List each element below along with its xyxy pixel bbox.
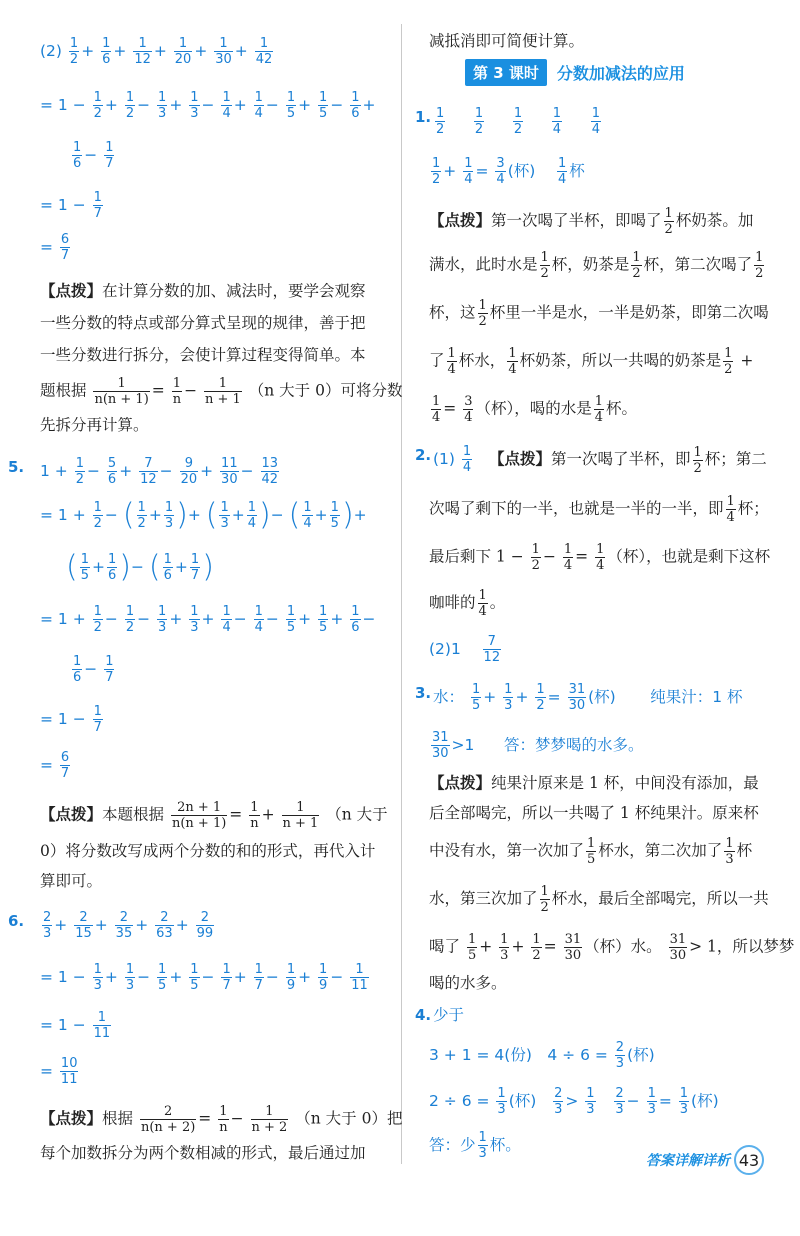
- lesson-badge: 第 3 课时: [465, 59, 547, 86]
- q4-tip-line2: 一些分数的特点或部分算式呈现的规律，善于把: [40, 314, 366, 332]
- q1-sum: $\frac{1}{2}$ + $\frac{1}{4}$ = $\frac{3}{4}$ (杯) $\frac{1}{4}$ 杯: [432, 156, 585, 187]
- answer: 少于: [433, 1006, 465, 1024]
- tip-text: 在计算分数的加、减法时，要学会观察: [102, 282, 366, 300]
- q4-tip-line5: 先拆分再计算。: [40, 416, 149, 434]
- tip-label: 【点拨】: [40, 1108, 103, 1128]
- unit: (杯): [588, 688, 616, 706]
- tip-label: 【点拨】: [40, 804, 103, 824]
- q4-tip-line4: 题根据 $\frac{1}{n(n + 1)}$ = $\frac{1}{n}$ − $\frac{1}{n + 1}$ （n 大于 0）可将分数: [40, 376, 403, 407]
- q4-tip-line1: [40, 280, 366, 302]
- tip-text: 根据: [102, 1109, 134, 1128]
- q1-tip-line2: 满水，此时水是 $\frac{1}{2}$ 杯，奶茶是 $\frac{1}{2}$ 杯，第二次喝了 $\frac{1}{2}$: [429, 250, 764, 281]
- q4-part2-expr: (2) $\frac{1}{2}$ + $\frac{1}{6}$ + $\frac{1}{12}$ + $\frac{1}{20}$ + $\frac{1}{30}$ + $\frac{1}{42}$: [40, 36, 273, 67]
- q4-step1b: $\frac{1}{6}$ − $\frac{1}{7}$: [73, 140, 114, 171]
- tip-text: 了: [429, 351, 445, 370]
- tip-text: 。: [489, 593, 506, 612]
- lesson-header: [465, 58, 685, 86]
- q1-answers: 1. $\frac{1}{2}$ $\frac{1}{2}$ $\frac{1}{2}$ $\frac{1}{4}$ $\frac{1}{4}$: [415, 106, 600, 137]
- tip-text: （n 大于: [326, 805, 388, 824]
- tip-text: 杯奶茶，所以一共喝的奶茶是: [519, 351, 722, 370]
- page-footer: [646, 1145, 764, 1175]
- tip-text: 中没有水，第一次加了: [429, 841, 585, 860]
- q6-step1: = 1 − $\frac{1}{3}$ + $\frac{1}{3}$ − $\frac{1}{5}$ + $\frac{1}{5}$ − $\frac{1}{7}$ + $\frac{1}{7}$ − $\frac{1}{9}$ + $\frac{1}{9}$ − $\frac{1}{11}$: [40, 962, 368, 993]
- tip-text: 纯果汁原来是 1 杯，中间没有添加，最: [491, 774, 759, 792]
- question-number: 3.: [415, 684, 432, 702]
- question-number: 6.: [8, 912, 25, 930]
- answer: 答：少: [429, 1136, 476, 1154]
- tip-text: 题根据: [40, 381, 87, 400]
- tip-text: （杯），也就是剩下这杯: [607, 547, 771, 566]
- q3-tip-line1: [429, 772, 759, 794]
- q6-expr: 6. $\frac{2}{3}$ + $\frac{2}{15}$ + $\frac{2}{35}$ + $\frac{2}{63}$ + $\frac{2}{99}$: [8, 910, 214, 941]
- continued-text: 减抵消即可简便计算。: [429, 32, 585, 50]
- q1-tip-line4: 了 $\frac{1}{4}$ 杯水， $\frac{1}{4}$ 杯奶茶，所以一共喝的奶茶是 $\frac{1}{2}$ +: [429, 346, 754, 377]
- answer: 答：梦梦喝的水多。: [503, 736, 644, 754]
- q5-step1: = 1 + $\frac{1}{2}$ − ( $\frac{1}{2}$ + $\frac{1}{3}$ )+ ( $\frac{1}{3}$ + $\frac{1}{4}$ )− ( $\frac{1}{4}$ + $\frac{1}{5}$ )+: [40, 497, 367, 533]
- footer-label: 答案详解详析: [646, 1153, 730, 1169]
- q5-step1b: ( $\frac{1}{5}$ + $\frac{1}{6}$ )− ( $\frac{1}{6}$ + $\frac{1}{7}$ ): [66, 549, 214, 585]
- q4-result: = $\frac{6}{7}$: [40, 232, 70, 263]
- q4-step1: = 1 − $\frac{1}{2}$ + $\frac{1}{2}$ − $\frac{1}{3}$ + $\frac{1}{3}$ − $\frac{1}{4}$ + $\frac{1}{4}$ − $\frac{1}{5}$ + $\frac{1}{5}$ − $\frac{1}{6}$ +: [40, 90, 376, 121]
- tip-text: 杯: [736, 841, 753, 860]
- unit: (杯): [508, 1092, 537, 1110]
- q3-tip-line6: 喝的水多。: [429, 974, 507, 992]
- tip-text: 杯奶茶。加: [675, 211, 754, 230]
- q4-step2: 2 ÷ 6 = $\frac{1}{3}$ (杯) $\frac{2}{3}$ > $\frac{1}{3}$ $\frac{2}{3}$ − $\frac{1}{3}$ = $\frac{1}{3}$ (杯): [429, 1086, 719, 1117]
- tip-text: 咖啡的: [429, 593, 476, 612]
- label: 纯果汁：1 杯: [650, 688, 743, 706]
- q5-tip-line2: 0）将分数改写成两个分数的和的形式，再代入计: [40, 842, 376, 860]
- column-divider: [401, 24, 402, 1164]
- q4-answer: 答：少 $\frac{1}{3}$ 杯。: [429, 1130, 521, 1161]
- part-label: (1): [433, 450, 455, 468]
- q4-tip-line3: 一些分数进行拆分，会使计算过程变得简单。本: [40, 346, 366, 364]
- tip-text: 杯，这: [429, 303, 476, 322]
- q2-part2: (2)1 $\frac{7}{12}$: [429, 634, 501, 665]
- q6-tip-line1: 【点拨】根据 $\frac{2}{n(n + 2)}$ = $\frac{1}{n}$ − $\frac{1}{n + 2}$ （n 大于 0）把: [40, 1104, 403, 1135]
- question-number: 2.: [415, 446, 432, 464]
- q5-tip-line1: 【点拨】本题根据 $\frac{2n + 1}{n(n + 1)}$ = $\frac{1}{n}$ + $\frac{1}{n + 1}$ （n 大于: [40, 800, 388, 831]
- tip-text: 杯水，第二次加了: [598, 841, 723, 860]
- tip-label: 【点拨】: [429, 773, 492, 792]
- tip-text: 喝了: [429, 937, 461, 956]
- q4-head: [415, 1004, 465, 1026]
- tip-label: 【点拨】: [429, 210, 492, 230]
- q2-tip-line3: 最后剩下 1 − $\frac{1}{2}$ − $\frac{1}{4}$ = $\frac{1}{4}$ （杯），也就是剩下这杯: [429, 542, 771, 573]
- q6-step2: = 1 − $\frac{1}{11}$: [40, 1010, 111, 1041]
- q3-water: 3. 水： $\frac{1}{5}$ + $\frac{1}{3}$ + $\frac{1}{2}$ = $\frac{31}{30}$ (杯) 纯果汁：1 杯: [415, 682, 743, 713]
- unit: (杯): [507, 162, 536, 180]
- tip-label: 【点拨】: [40, 281, 103, 300]
- part-label: (2)1: [429, 640, 461, 658]
- tip-label: 【点拨】: [488, 449, 551, 468]
- tip-text: 满水，此时水是: [429, 255, 538, 274]
- question-number: 5.: [8, 458, 25, 476]
- tip-text: 第一次喝了半杯，即喝了: [491, 211, 662, 230]
- q5-step2: = 1 + $\frac{1}{2}$ − $\frac{1}{2}$ − $\frac{1}{3}$ + $\frac{1}{3}$ + $\frac{1}{4}$ − $\frac{1}{4}$ − $\frac{1}{5}$ + $\frac{1}{5}$ + $\frac{1}{6}$ −: [40, 604, 376, 635]
- q5-result: = $\frac{6}{7}$: [40, 750, 70, 781]
- tip-text: 本题根据: [102, 805, 165, 824]
- q1-tip-line5: $\frac{1}{4}$ = $\frac{3}{4}$ （杯），喝的水是 $\frac{1}{4}$ 杯。: [432, 394, 638, 425]
- q5-step2b: $\frac{1}{6}$ − $\frac{1}{7}$: [73, 654, 114, 685]
- tip-text: 水，第三次加了: [429, 889, 538, 908]
- q5-step3: = 1 − $\frac{1}{7}$: [40, 704, 102, 735]
- q4-step1: 3 + 1 = 4(份) 4 ÷ 6 = $\frac{2}{3}$ (杯): [429, 1040, 655, 1071]
- q3-tip-line4: 水，第三次加了 $\frac{1}{2}$ 杯水，最后全部喝完，所以一共: [429, 884, 769, 915]
- q3-tip-line3: 中没有水，第一次加了 $\frac{1}{5}$ 杯水，第二次加了 $\frac{1}{3}$ 杯: [429, 836, 753, 867]
- q6-tip-line2: 每个加数拆分为两个数相减的形式，最后通过加: [40, 1144, 366, 1162]
- tip-text: 杯。: [606, 399, 638, 418]
- page-number: 43: [734, 1145, 764, 1175]
- tip-text: 杯水，: [458, 351, 506, 370]
- q3-tip-line5: 喝了 $\frac{1}{5}$ + $\frac{1}{3}$ + $\frac{1}{2}$ = $\frac{31}{30}$ （杯）水。 $\frac{31}{30}$ > 1，所以梦梦: [429, 932, 795, 963]
- q5-expr: 5. 1 + $\frac{1}{2}$ − $\frac{5}{6}$ + $\frac{7}{12}$ − $\frac{9}{20}$ + $\frac{11}{30}$ − $\frac{13}{42}$: [8, 456, 279, 487]
- tip-text: 杯；: [737, 499, 769, 518]
- tip-text: 杯水，最后全部喝完，所以一共: [551, 889, 769, 908]
- tip-text: 杯，第二次喝了: [643, 255, 753, 274]
- answer: 杯。: [489, 1136, 521, 1154]
- tip-text: 第一次喝了半杯，即: [550, 450, 691, 468]
- q2-tip-line2: 次喝了剩下的一半，也就是一半的一半，即 $\frac{1}{4}$ 杯；: [429, 494, 769, 525]
- part-label: (2): [40, 42, 62, 60]
- q3-compare: $\frac{31}{30}$ >1 答：梦梦喝的水多。: [432, 730, 644, 761]
- tip-text: 杯，奶茶是: [551, 255, 630, 274]
- tip-text: （杯）水。: [584, 937, 662, 956]
- tip-text: ，所以梦梦: [716, 937, 795, 956]
- tip-text: 杯里一半是水，一半是奶茶，即第二次喝: [489, 303, 769, 322]
- expr: 3 + 1 = 4(份) 4 ÷ 6 =: [429, 1046, 608, 1064]
- tip-text: 杯；第二: [704, 450, 767, 468]
- expr: 2 ÷ 6 =: [429, 1092, 490, 1110]
- q3-tip-line2: 后全部喝完，所以一共喝了 1 杯纯果汁。原来杯: [429, 804, 759, 822]
- question-number: 1.: [415, 108, 432, 126]
- tip-text: （n 大于 0）可将分数: [248, 381, 403, 400]
- unit: (杯): [691, 1092, 719, 1110]
- lesson-title: 分数加减法的应用: [556, 63, 685, 83]
- q5-tip-line3: 算即可。: [40, 872, 103, 890]
- tip-text: 次喝了剩下的一半，也就是一半的一半，即: [429, 499, 724, 518]
- label: 水：: [433, 688, 465, 706]
- q1-tip-line1: 【点拨】第一次喝了半杯，即喝了 $\frac{1}{2}$ 杯奶茶。加: [429, 206, 754, 237]
- question-number: 4.: [415, 1006, 432, 1024]
- q6-result: = $\frac{10}{11}$: [40, 1056, 78, 1087]
- q1-tip-line3: 杯，这 $\frac{1}{2}$ 杯里一半是水，一半是奶茶，即第二次喝: [429, 298, 769, 329]
- tip-text: （n 大于 0）把: [295, 1109, 403, 1128]
- tip-text: （杯），喝的水是: [475, 399, 592, 418]
- q2-tip-line4: 咖啡的 $\frac{1}{4}$ 。: [429, 588, 506, 619]
- q2-part1: 2. (1) $\frac{1}{4}$ 【点拨】第一次喝了半杯，即 $\frac{1}{2}$ 杯；第二: [415, 444, 767, 476]
- q4-step2: = 1 − $\frac{1}{7}$: [40, 190, 102, 221]
- unit: 杯: [569, 162, 585, 180]
- unit: (杯): [627, 1046, 655, 1064]
- tip-text: 最后剩下 1 −: [429, 547, 524, 566]
